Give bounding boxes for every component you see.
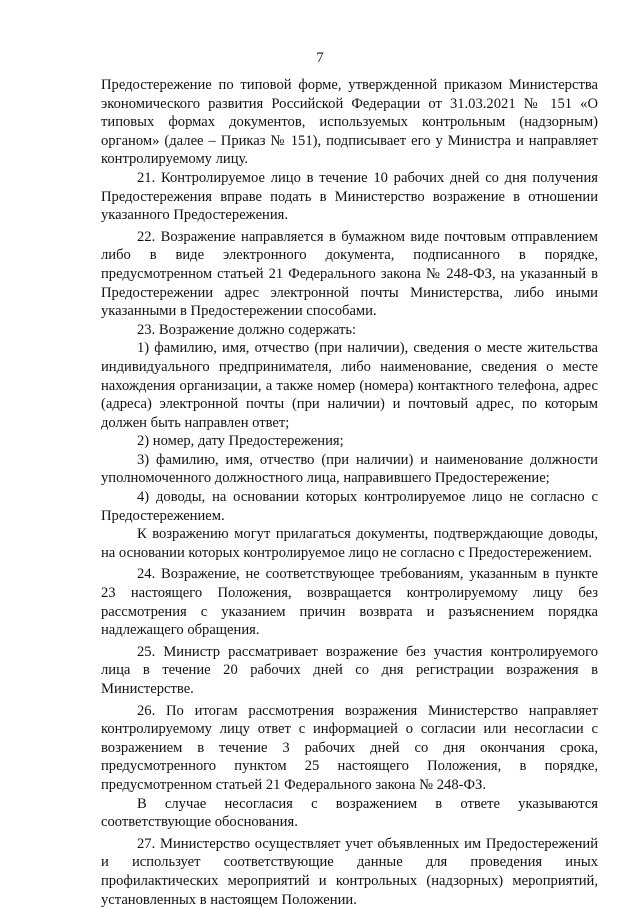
paragraph-25: 25. Министр рассматривает возражение без участия контролируемого лица в течение 20 рабочих дней со дня регистрации возражения в Министерстве.	[101, 643, 598, 697]
list-item-23-2: 2) номер, дату Предостережения;	[137, 433, 344, 450]
paragraph-26-disagreement: В случае несогласия с возражением в ответе указываются соответствующие обоснования.	[101, 795, 598, 831]
list-item-23-4: 4) доводы, на основании которых контролируемое лицо не согласно с Предостережением.	[101, 489, 598, 524]
paragraph-23-attachments: К возражению могут прилагаться документы, подтверждающие доводы, на основании которых контролируемое лицо не согласно с Предостережением.	[101, 526, 598, 561]
document-body	[101, 76, 598, 909]
list-item-23-1: 1) фамилию, имя, отчество (при наличии), сведения о месте жительства индивидуального предпринимателя, либо наименование, сведения о месте нахождения организации, а также номер (номера) контактного телефона, адрес (адреса) электронной почты (при наличии) и почтовый адрес, по которым должен быть направлен ответ;	[101, 340, 598, 431]
paragraph-21: 21. Контролируемое лицо в течение 10 рабочих дней со дня получения Предостережения вправе подать в Министерство возражение в отношении указанного Предостережения.	[101, 169, 598, 224]
paragraph-26: 26. По итогам рассмотрения возражения Министерство направляет контролируемому лицу ответ с информацией о согласии или несогласии с возражением в течение 3 рабочих дней со дня окончания срока, предусмотренного пунктом 25 настоящего Положения, в порядке, предусмотренном статьей 21 Федерального закона № 248-ФЗ.	[101, 702, 598, 793]
page-number: 7	[316, 50, 324, 66]
paragraph-22: 22. Возражение направляется в бумажном виде почтовым отправлением либо в виде электронного документа, подписанного в порядке, предусмотренном статьей 21 Федерального закона № 248-ФЗ, на указанный в Предостережении адрес электронной почты Министерства, либо иными указанными в Предостережении способами.	[101, 228, 598, 320]
paragraph-24: 24. Возражение, не соответствующее требованиям, указанным в пункте 23 настоящего Положения, возвращается контролируемому лицу без рассмотрения с указанием причин возврата и разъяснением порядка надлежащего обращения.	[101, 566, 598, 639]
paragraph-23: 23. Возражение должно содержать:	[137, 321, 357, 338]
list-item-23-3: 3) фамилию, имя, отчество (при наличии) и наименование должности уполномоченного должностного лица, направившего Предостережение;	[101, 451, 598, 487]
paragraph-27: 27. Министерство осуществляет учет объявленных им Предостережений и использует соответствующие данные для проведения иных профилактических мероприятий и контрольных (надзорных) мероприятий, установленных в настоящем Положении.	[101, 835, 598, 908]
paragraph-continuation: Предостережение по типовой форме, утвержденной приказом Министерства экономического развития Российской Федерации от 31.03.2021 № 151 «О типовых формах документов, используемых контрольным (надзорным) органом» (далее – Приказ № 151), подписывает его у Министра и направляет контролируемому лицу.	[101, 77, 598, 168]
